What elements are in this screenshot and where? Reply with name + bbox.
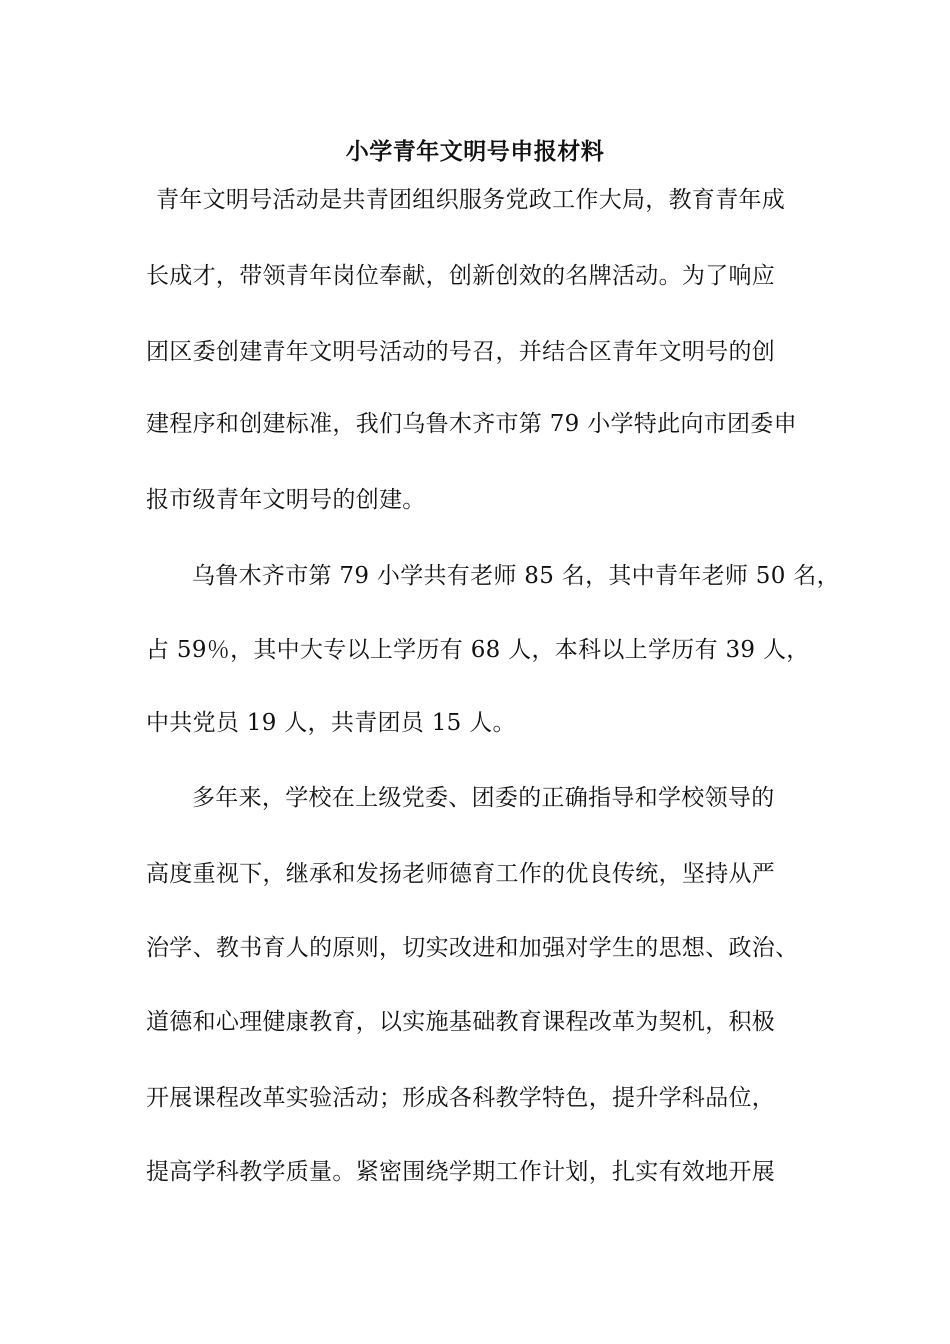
paragraph-line: 开展课程改革实验活动；形成各科教学特色，提升学科品位，: [146, 1085, 776, 1111]
paragraph-line: 建程序和创建标准，我们乌鲁木齐市第 79 小学特此向市团委申: [146, 411, 797, 437]
paragraph-line: 道德和心理健康教育，以实施基础教育课程改革为契机，积极: [146, 1009, 776, 1035]
paragraph-line: 中共党员 19 人，共青团员 15 人。: [146, 710, 516, 736]
paragraph-line: 青年文明号活动是共青团组织服务党政工作大局，教育青年成: [156, 187, 786, 213]
paragraph-line: 治学、教书育人的原则，切实改进和加强对学生的思想、政治、: [146, 935, 799, 961]
paragraph-line: 乌鲁木齐市第 79 小学共有老师 85 名，其中青年老师 50 名，: [192, 563, 840, 589]
paragraph-line: 长成才，带领青年岗位奉献，创新创效的名牌活动。为了响应: [146, 263, 776, 289]
paragraph-line: 团区委创建青年文明号活动的号召，并结合区青年文明号的创: [146, 339, 776, 365]
paragraph-line: 提高学科教学质量。紧密围绕学期工作计划，扎实有效地开展: [146, 1159, 776, 1185]
paragraph-line: 占 59％，其中大专以上学历有 68 人，本科以上学历有 39 人，: [146, 637, 810, 663]
paragraph-line: 多年来，学校在上级党委、团委的正确指导和学校领导的: [192, 785, 775, 811]
paragraph-line: 报市级青年文明号的创建。: [146, 487, 426, 513]
document-title: 小学青年文明号申报材料: [345, 138, 605, 165]
paragraph-line: 高度重视下，继承和发扬老师德育工作的优良传统，坚持从严: [146, 861, 776, 887]
